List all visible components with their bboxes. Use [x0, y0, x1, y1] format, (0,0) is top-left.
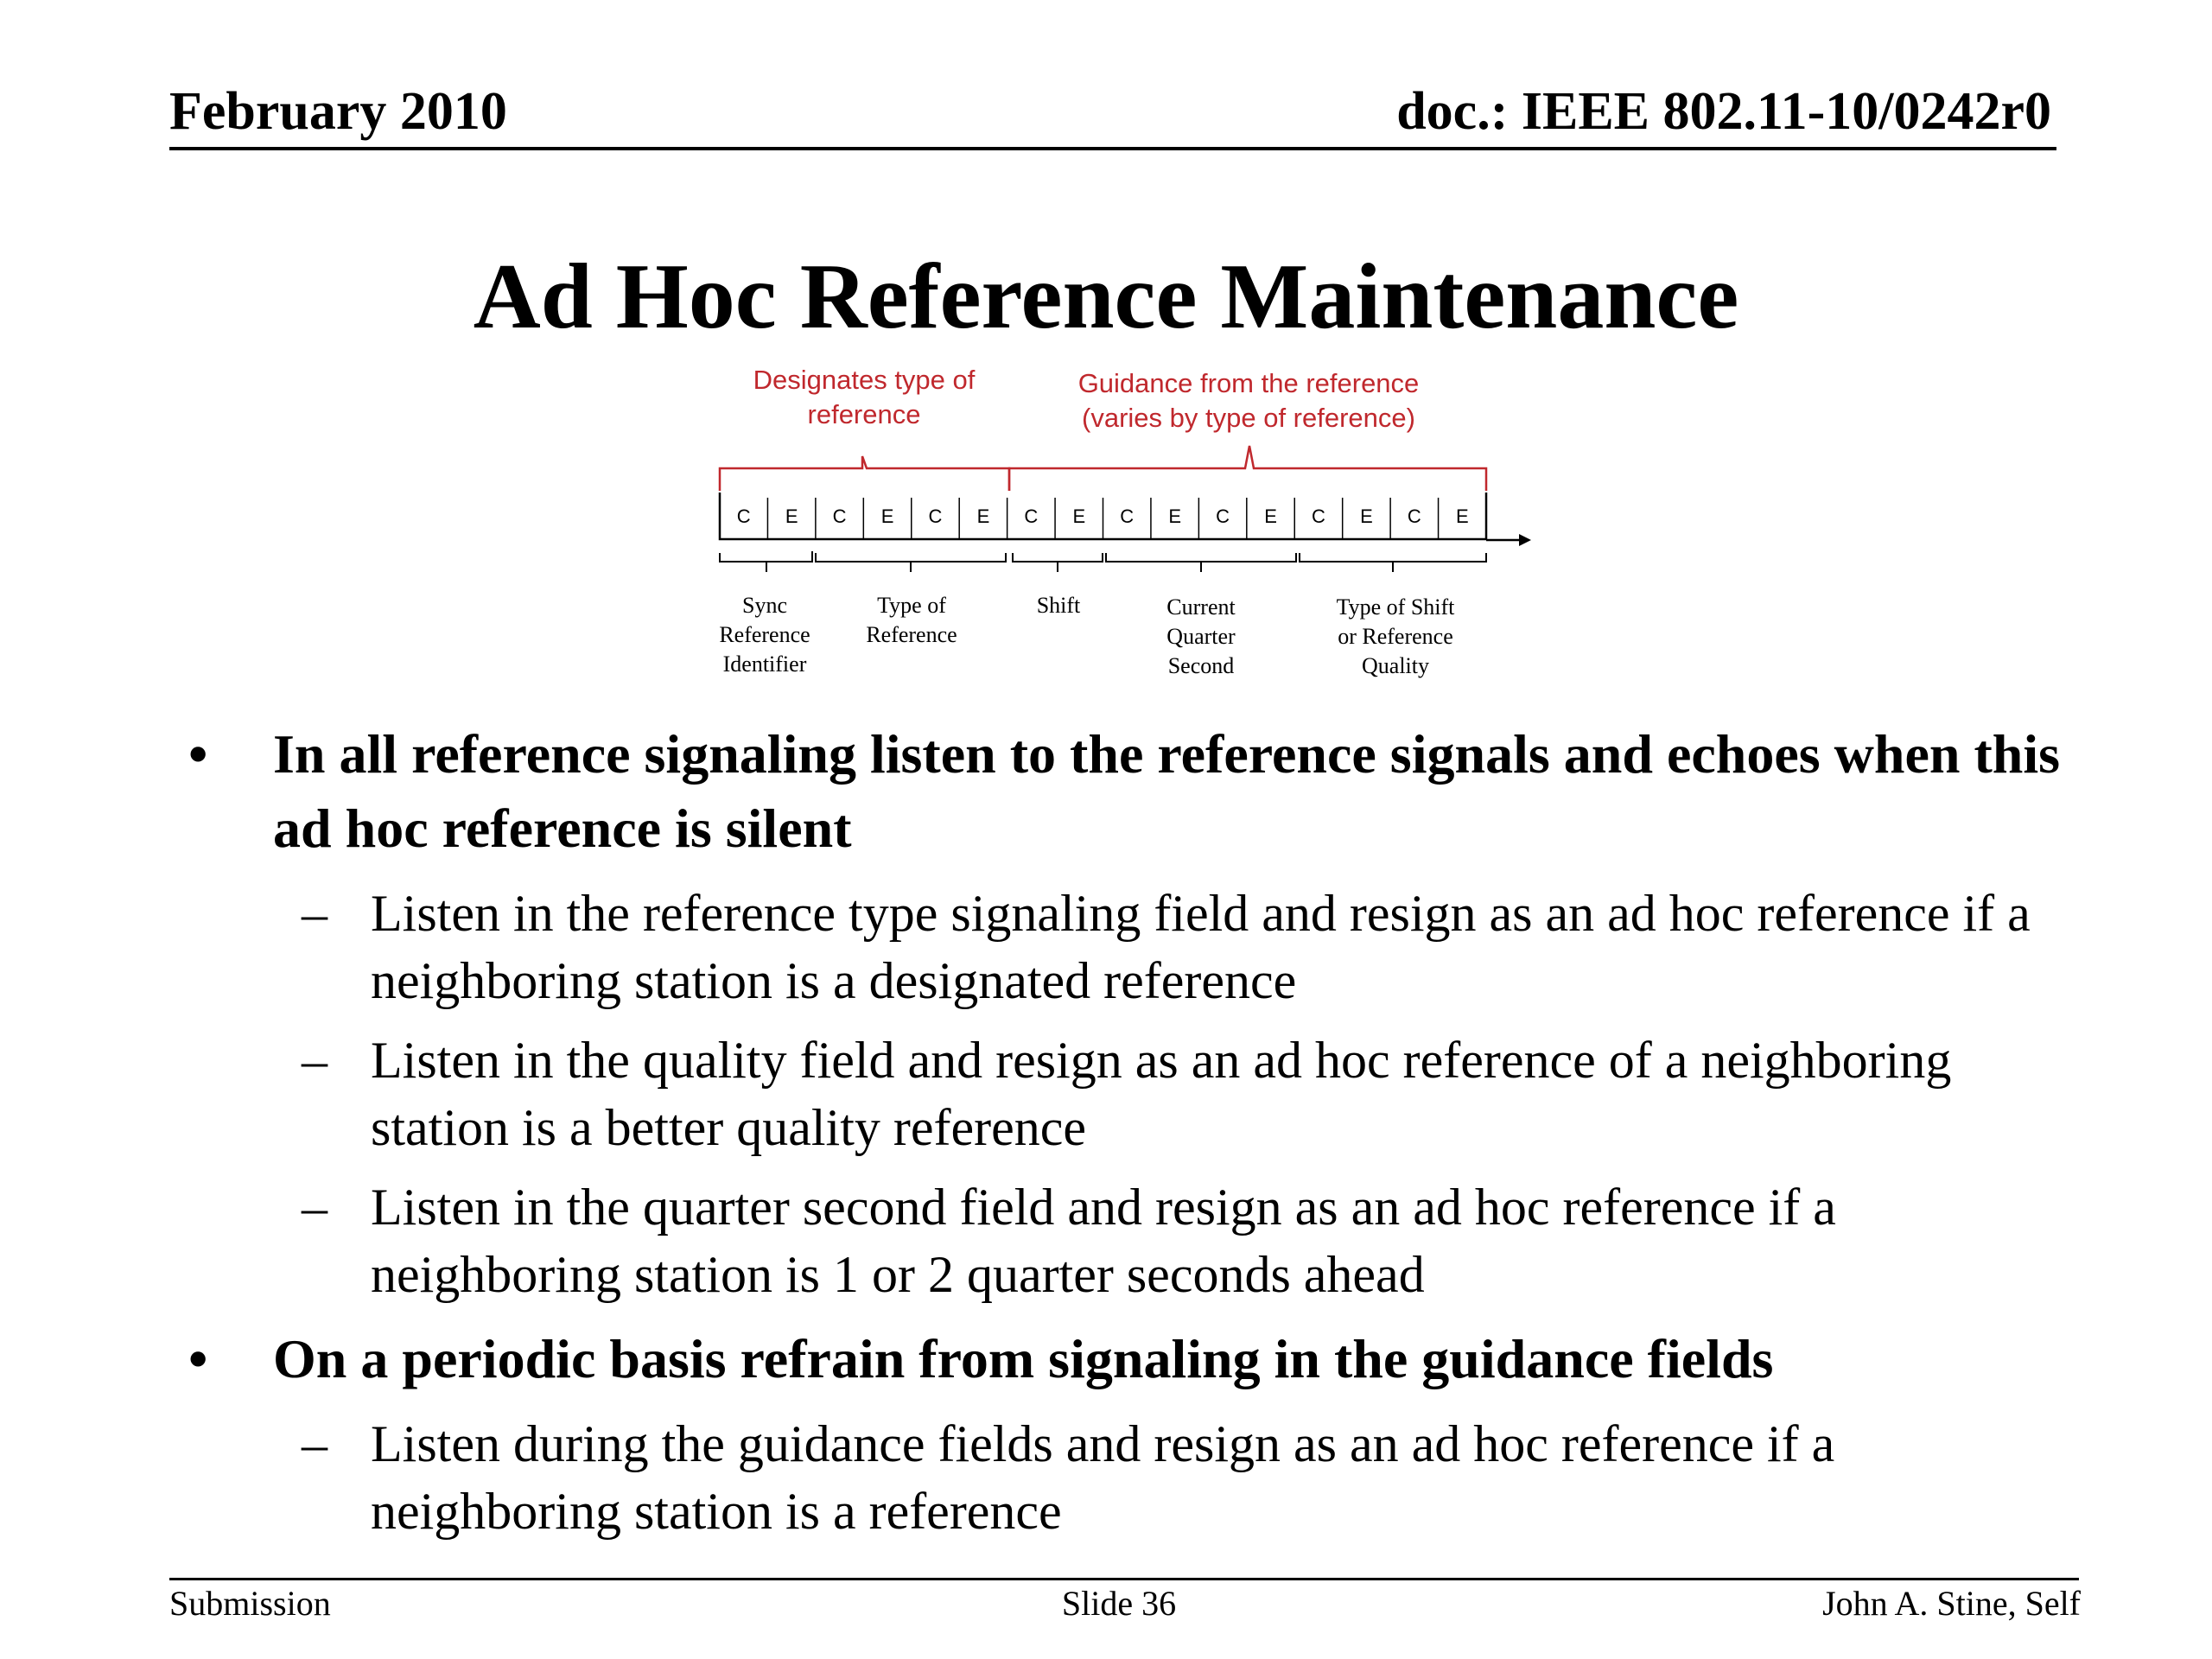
cell-row [720, 493, 1486, 539]
sub-bullet-1-1 [302, 880, 2064, 1014]
cell-c: C [1024, 505, 1039, 527]
quarter-brace [1106, 553, 1296, 572]
bullet-mark: • [188, 723, 208, 785]
dash-mark: – [302, 885, 327, 942]
cell-c: C [928, 505, 943, 527]
cell-c: C [1120, 505, 1135, 527]
cell-e: E [1072, 505, 1086, 527]
cell-c: C [1407, 505, 1421, 527]
cell-e: E [1360, 505, 1373, 527]
guidance-bracket [1009, 446, 1486, 491]
sub-bullet-2-1 [302, 1410, 2064, 1545]
type-of-reference-group-label: Designates type of reference [753, 365, 976, 429]
footer-submission: Submission [169, 1584, 331, 1623]
bullet-1-text: In all reference signaling listen to the reference signals and echoes when this ad hoc reference is silent [273, 723, 2061, 859]
bullet-2 [188, 1322, 2088, 1396]
sub-bullet-2-1-text: Listen during the guidance fields and resign as an ad hoc reference if a neighboring station is a reference [371, 1415, 1835, 1540]
dash-mark: – [302, 1179, 327, 1236]
type-brace [816, 553, 1006, 572]
cell-e: E [1264, 505, 1277, 527]
cell-c: C [832, 505, 847, 527]
sub-bullet-1-3 [302, 1173, 2064, 1308]
time-axis-arrowhead [1519, 534, 1531, 546]
shift-brace [1013, 553, 1103, 572]
dash-mark: – [302, 1415, 327, 1472]
guidance-group-label: Guidance from the reference (varies by type of reference) [1077, 368, 1420, 433]
bullet-mark: • [188, 1328, 208, 1389]
cell-e: E [880, 505, 894, 527]
type-of-reference-bracket [720, 456, 1009, 491]
sub-bullet-1-3-text: Listen in the quarter second field and resign as an ad hoc reference if a neighboring station is 1 or 2 quarter seconds ahead [371, 1179, 1836, 1303]
bullet-1 [188, 717, 2088, 866]
type-of-reference-label: Type of Reference [866, 593, 957, 647]
dash-mark: – [302, 1032, 327, 1089]
slide-title: Ad Hoc Reference Maintenance [473, 245, 1739, 348]
sub-bullet-1-2 [302, 1027, 2064, 1161]
footer-divider [169, 1578, 2079, 1580]
shift-label: Shift [1036, 593, 1081, 618]
cell-e: E [1455, 505, 1469, 527]
header-doc-id: doc.: IEEE 802.11-10/0242r0 [1396, 82, 2051, 141]
bullet-2-text: On a periodic basis refrain from signaling in the guidance fields [273, 1328, 1774, 1389]
sync-reference-label: Sync Reference Identifier [719, 593, 810, 677]
cell-c: C [736, 505, 751, 527]
sub-bullet-1-2-text: Listen in the quality field and resign as an ad hoc reference of a neighboring station is a better quality reference [371, 1032, 1952, 1156]
cell-e: E [1168, 505, 1181, 527]
header-date: February 2010 [169, 82, 507, 141]
footer-slide-number: Slide 36 [1061, 1584, 1177, 1623]
cell-e: E [976, 505, 990, 527]
current-quarter-second-label: Current Quarter Second [1166, 594, 1236, 678]
footer-author: John A. Stine, Self [1822, 1584, 2081, 1623]
type-of-shift-label: Type of Shift or Reference Quality [1336, 594, 1455, 678]
sub-bullet-1-1-text: Listen in the reference type signaling field and resign as an ad hoc reference if a neighboring station is a designated reference [371, 885, 2031, 1009]
quality-brace [1300, 553, 1486, 572]
cell-c: C [1312, 505, 1325, 527]
sync-brace [720, 551, 812, 572]
cell-c: C [1216, 505, 1230, 527]
cell-e: E [785, 505, 798, 527]
